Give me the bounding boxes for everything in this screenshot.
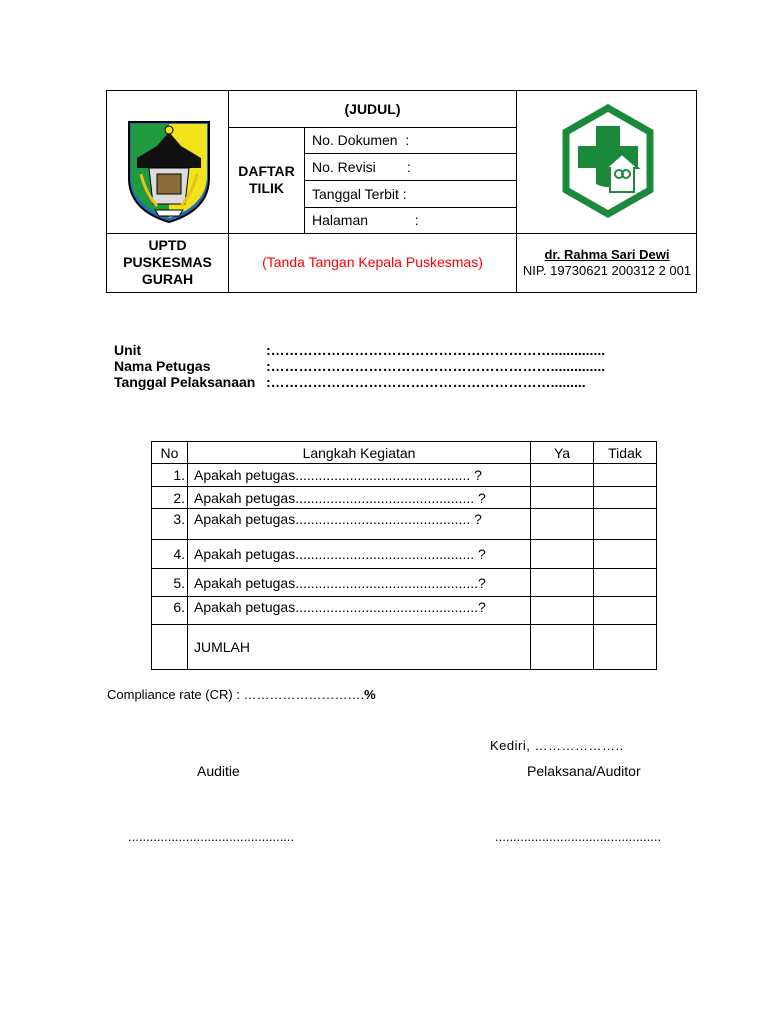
table-row	[152, 487, 657, 509]
signer-nip: NIP. 19730621 200312 2 001	[522, 263, 692, 278]
ya-checkbox[interactable]	[531, 464, 594, 487]
petugas-input[interactable]: :……………………………………………………..............	[266, 358, 606, 374]
total-tidak-cell[interactable]	[594, 625, 657, 670]
auditie-label: Auditie	[197, 763, 240, 779]
divider	[304, 207, 516, 208]
col-header-ya: Ya	[531, 442, 594, 464]
ya-checkbox[interactable]	[531, 509, 594, 540]
col-header-langkah: Langkah Kegiatan	[188, 442, 531, 464]
kediri-regency-logo	[127, 118, 211, 224]
total-ya-cell[interactable]	[531, 625, 594, 670]
row-number: 2.	[152, 487, 188, 509]
table-row	[152, 540, 657, 569]
table-row	[152, 597, 657, 625]
auditie-signature-line[interactable]: ..............................................	[128, 829, 295, 844]
field-tanggal-terbit: Tanggal Terbit :	[312, 186, 407, 202]
row-question: Apakah petugas...............................................?	[188, 597, 531, 625]
tidak-checkbox[interactable]	[594, 487, 657, 509]
row-number: 6.	[152, 597, 188, 625]
tanggal-label: Tanggal Pelaksanaan	[114, 374, 256, 390]
row-number: 3.	[152, 509, 188, 540]
total-label: JUMLAH	[188, 625, 531, 670]
doc-type-line-2: TILIK	[249, 180, 284, 196]
row-question: Apakah petugas.............................................. ?	[188, 487, 531, 509]
tidak-checkbox[interactable]	[594, 464, 657, 487]
ya-checkbox[interactable]	[531, 487, 594, 509]
tanggal-input[interactable]: :…………………………………………………….........	[266, 374, 586, 390]
col-header-no: No	[152, 442, 188, 464]
checklist-table	[151, 441, 657, 670]
tidak-checkbox[interactable]	[594, 597, 657, 625]
total-no-cell	[152, 625, 188, 670]
document-title: (JUDUL)	[344, 101, 401, 117]
ya-checkbox[interactable]	[531, 597, 594, 625]
row-question: Apakah petugas............................................. ?	[188, 464, 531, 487]
field-no-revisi: No. Revisi :	[312, 159, 411, 175]
row-question: Apakah petugas............................................. ?	[188, 509, 531, 540]
divider	[304, 153, 516, 154]
unit-input[interactable]: :……………………………………………………..............	[266, 342, 606, 358]
table-row	[152, 509, 657, 540]
ya-checkbox[interactable]	[531, 540, 594, 569]
field-no-dokumen: No. Dokumen :	[312, 132, 410, 148]
compliance-label: Compliance rate (CR) : ……………………….	[107, 687, 365, 702]
compliance-rate	[107, 687, 376, 702]
compliance-unit: %	[364, 687, 376, 702]
auditor-label: Pelaksana/Auditor	[527, 763, 641, 779]
table-total-row	[152, 625, 657, 670]
signature-placeholder: (Tanda Tangan Kepala Puskesmas)	[262, 254, 483, 270]
institution-line-3: GURAH	[141, 271, 194, 287]
divider	[228, 127, 516, 128]
signer-name: dr. Rahma Sari Dewi	[544, 247, 670, 262]
divider	[304, 180, 516, 181]
puskesmas-logo	[562, 104, 654, 218]
tidak-checkbox[interactable]	[594, 569, 657, 597]
tidak-checkbox[interactable]	[594, 540, 657, 569]
row-number: 4.	[152, 540, 188, 569]
row-number: 5.	[152, 569, 188, 597]
unit-label: Unit	[114, 342, 142, 358]
place-date: Kediri, ………………..	[490, 738, 624, 753]
institution-line-2: PUSKESMAS	[123, 254, 212, 270]
auditor-signature-line[interactable]: ..............................................	[495, 829, 662, 844]
table-row	[152, 464, 657, 487]
table-header-row	[152, 442, 657, 464]
row-question: Apakah petugas...............................................?	[188, 569, 531, 597]
ya-checkbox[interactable]	[531, 569, 594, 597]
table-row	[152, 569, 657, 597]
doc-type-line-1: DAFTAR	[238, 163, 295, 179]
row-number: 1.	[152, 464, 188, 487]
col-header-tidak: Tidak	[594, 442, 657, 464]
institution-line-1: UPTD	[148, 237, 187, 253]
petugas-label: Nama Petugas	[114, 358, 211, 374]
field-halaman: Halaman :	[312, 212, 419, 228]
divider	[106, 233, 697, 234]
tidak-checkbox[interactable]	[594, 509, 657, 540]
row-question: Apakah petugas.............................................. ?	[188, 540, 531, 569]
